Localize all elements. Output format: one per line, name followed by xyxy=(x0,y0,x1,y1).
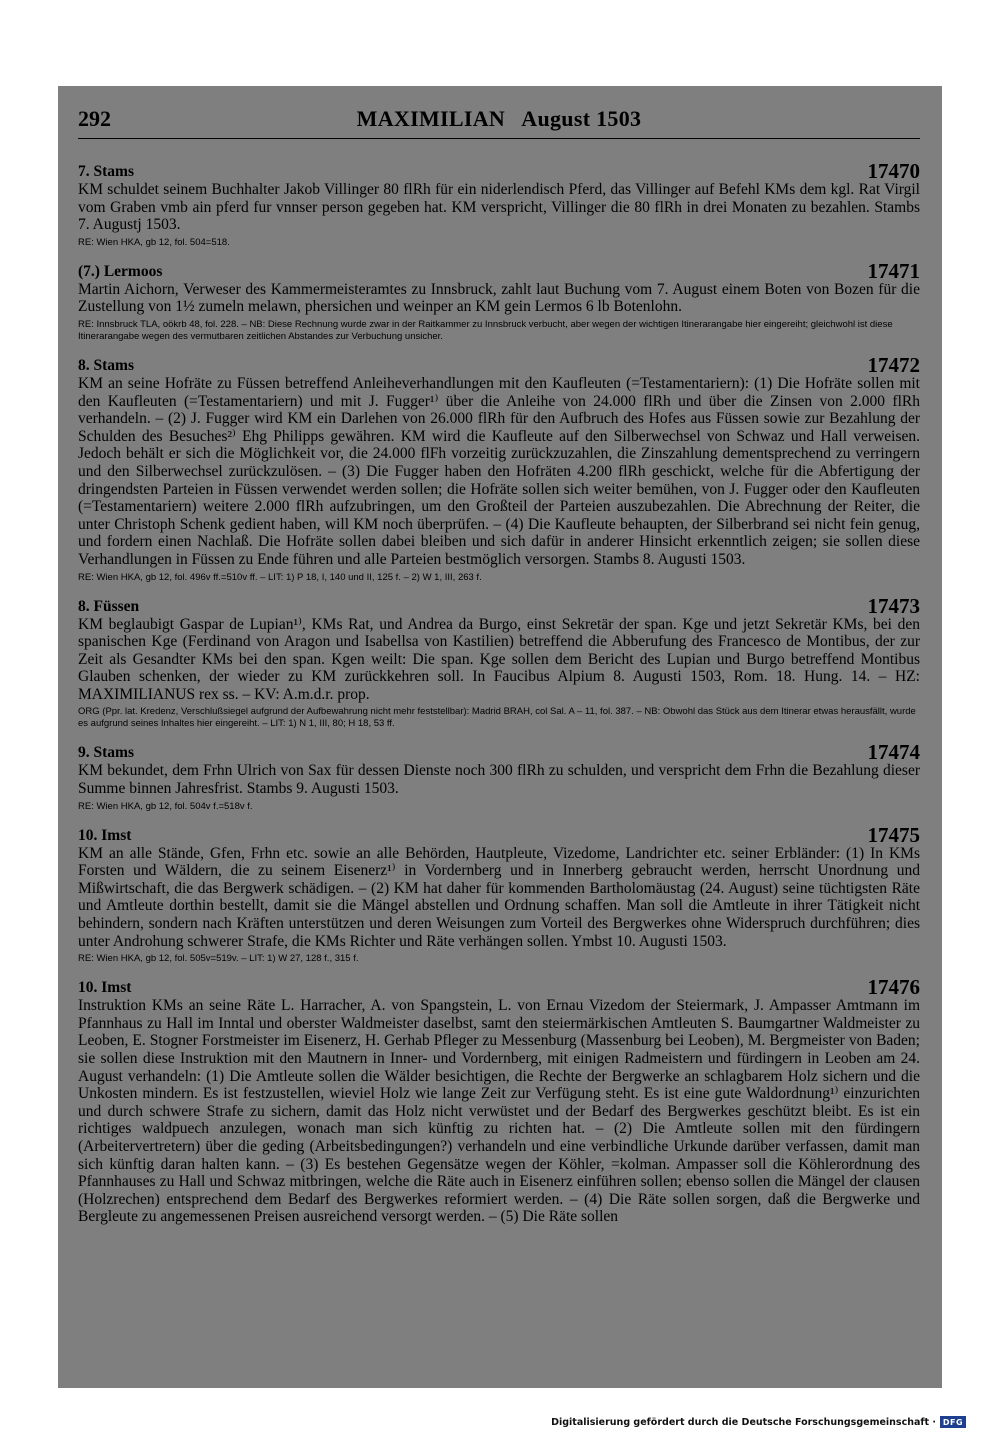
entry-date: 9. Stams xyxy=(78,744,134,762)
entry-number: 17470 xyxy=(867,159,920,183)
entry-note: RE: Wien HKA, gb 12, fol. 505v=519v. – LIT: 1) W 27, 128 f., 315 f. xyxy=(78,953,359,965)
entry-text: KM an seine Hofräte zu Füssen betreffend Anleiheverhandlungen mit den Kaufleuten (=Testamentariern): (1) Die Hofräte sollen mit den Kaufleuten (=Testamentariern) und mit J. Fugger¹⁾ über die Anleihe von 24.000 flRh und über die Zinsen von 2.000 flRh verhandeln. – (2) J. Fugger wird KM ein Darlehen von 26.000 flRh für den Aufbruch des Hofes aus Füssen sowie zur Bezahlung der Schulden des Besuches²⁾ Ehg Philipps gewähren. KM wird die Kaufleute auf den Silberwechsel von Schwaz und Hall verweisen. Jedoch behält er sich die Möglichkeit vor, die 24.000 flFh vorzeitig zurückzuzahlen, die Zinszahlung dementsprechend zu verringern und den Silberwechsel zurückzulösen. – (3) Die Fugger haben den Hofräten 4.200 flRh geschickt, welche für die Abfertigung der dringendsten Parteien in Füssen verwendet werden sollen; die Hofräte sollen sich weiter bemühen, von J. Fugger oder den Kaufleuten (=Testamentariern) weitere 2.000 flRh aufzubringen, um den Großteil der Parteien auszubezahlen. Die Abrechnung der Reiter, die unter Christoph Schenk gedient haben, will KM noch überprüfen. – (4) Die Kaufleute behaupten, der Silberbrand sei nicht fein genug, und fordern einen Nachlaß. Die Hofräte sollen dabei bleiben und sich dafür in anderer Hinsicht erkenntlich zeigen; sie sollen diese Verhandlungen in Füssen zu Ende führen und alle Parteien bestmöglich versorgen. Stambs 8. Augusti 1503. xyxy=(78,374,920,568)
entry-text: KM bekundet, dem Frhn Ulrich von Sax für dessen Dienste noch 300 flRh zu schulden, und verspricht dem Frhn die Bezahlung dieser Summe binnen Jahresfrist. Stambs 9. Augusti 1503. xyxy=(78,762,920,798)
entry-date: (7.) Lermoos xyxy=(78,262,163,280)
entry-heading xyxy=(78,740,920,765)
entry-number: 17476 xyxy=(867,975,920,1000)
entry-text: KM an alle Stände, Gfen, Frhn etc. sowie an alle Behörden, Hautpleute, Vizedome, Landrichter etc. seiner Erbländer: (1) In KMs Forsten und Wäldern, die zu seinem Eisenerz¹⁾ in Vordernberg und in Innerberg gebraucht werden, herrscht Unordnung und Mißwirtschaft, die das Bergwerk schädigen. – (2) KM hat daher für kommenden Bartholomäustag (24. August) seine tüchtigsten Räte und Amtleute dorthin bestellt, damit sie die Mängel abstellen und Ordnung schaffen. Man soll die Amtleute in ihrer Tätigkeit nicht behindern, sondern nach Kräften unterstützen und deren Weisungen zum Vorteil des Bergwerkes ohne Widerspruch durchführen; dies unter Androhung schwerer Strafe, die KMs Richter und Räte verhängen sollen. Ymbst 10. Augusti 1503. xyxy=(78,844,920,950)
entry-note: RE: Innsbruck TLA, oökrb 48, fol. 228. – NB: Diese Rechnung wurde zwar in der Raitkammer zu Innsbruck verbucht, aber wegen der wichtigen Itinerarangabe hier eingereiht; gleichwohl ist diese Itinerarangabe wegen des vermutbaren zeitlichen Abstandes zur Verbuchung unsicher. xyxy=(78,318,893,342)
entry-note: ORG (Ppr. lat. Kredenz, Verschlußsiegel aufgrund der Aufbewahrung nicht mehr feststellbar): Madrid BRAH, col Sal. A – 11, fol. 387. – NB: Obwohl das Stück aus dem Itinerar etwas herausfällt, wurde es aufgrund seines Inhaltes hier eingereiht. – LIT: 1) N 1, III, 80; H 18, 53 ff. xyxy=(78,706,916,730)
entry-date: 7. Stams xyxy=(78,163,134,180)
entry-heading xyxy=(78,258,920,283)
entry-note: RE: Wien HKA, gb 12, fol. 504=518. xyxy=(78,236,230,248)
entry-number: 17471 xyxy=(867,258,920,283)
entry-17476 xyxy=(78,977,920,1226)
entry-note: RE: Wien HKA, gb 12, fol. 504v f.=518v f. xyxy=(78,800,253,812)
entry-text: Instruktion KMs an seine Räte L. Harracher, A. von Spangstein, L. von Ernau Vizedom der Steiermark, J. Ampasser Amtmann im Pfannhaus zu Hall im Inntal und oberster Waldmeister daselbst, samt den steiermärkischen Amtleuten S. Baumgartner Waldmeister zu Leoben, E. Stogner Forstmeister im Eisenerz, H. Gerhab Pfleger zu Messenburg (Massenburg bei Leoben), M. Bergmeister von Baden; sie sollen diese Instruktion mit den Mautnern in Inner- und Vordernberg, mit einigen Radmeistern und fürdingern in Leoben am 24. August verhandeln: (1) Die Amtleute sollen die Wälder besichtigen, die Rechte der Bergwerke an schlagbarem Holz sichern und die Unkosten mindern. Es ist festzustellen, wieviel Holz wie lange Zeit zur Verfügung steht. Es ist eine gute Waldordnung¹⁾ einzurichten und durch schwere Strafe zu sichern, damit das Holz nicht verwüstet und der Bedarf des Bergwerkes geschützt bleibt. Es ist ein richtiges waldpuech anzulegen, wonach man sich künftig zu richten hat. – (2) Die Amtleute sollen mit den fürdingern (Arbeitervertretern) über die geding (Arbeitsbedingungen?) verhandeln und eine verbindliche Urkunde darüber verfassen, damit man sich künftig daran halten kann. – (3) Es bestehen Gegensätze wegen der Köhler, =kolman. Ampasser soll die Köhlerordnung des Pfannhauses zu Hall und Schwaz mitbringen, welche die Räte auch in Eisenerz einführen sollen; ebenso sollen die Mängel der clausen (Holzrechen) entsprechend dem Bedarf des Bergwerkes reformiert werden. – (4) Die Räte sollen sorgen, daß die Bergwerke und Bergleute zu angemessenen Preisen ausreichend versorgt werden. – (5) Die Räte sollen xyxy=(78,997,920,1226)
entry-note: RE: Wien HKA, gb 12, fol. 496v ff.=510v ff. – LIT: 1) P 18, I, 140 und II, 125 f. – 2) W 1, III, 263 f. xyxy=(78,571,482,583)
entry-date: 8. Füssen xyxy=(78,597,140,615)
page-content xyxy=(78,104,920,1238)
entry-heading xyxy=(78,593,920,618)
entry-date: 8. Stams xyxy=(78,356,134,374)
running-head xyxy=(78,104,920,139)
entry-17471 xyxy=(78,258,920,343)
entry-number: 17473 xyxy=(867,593,920,618)
entry-number: 17474 xyxy=(867,740,920,765)
entry-text: KM beglaubigt Gaspar de Lupian¹⁾, KMs Rat, und Andrea da Burgo, einst Sekretär der span. Kge und jetzt Sekretär KMs, bei den spanischen Kge (Ferdinand von Aragon und Isabellsa von Kastilien) betreffend die Abberufung des Francesco de Montibus, der zur Zeit als Gesandter KMs bei den span. Kgen weilt: Die span. Kge sollen dem Bericht des Lupian und Burgo betreffend Montibus Glauben schenken, der wieder zu KM zurückkehren soll. In Faucibus Alpium 8. Augusti 1503, Rom. 18. Hung. 14. – HZ: MAXIMILIANUS rex ss. – KV: A.m.d.r. prop. xyxy=(78,615,920,703)
credit-text: Digitalisierung gefördert durch die Deutsche Forschungsgemeinschaft · xyxy=(551,1416,936,1428)
digitization-credit xyxy=(551,1416,966,1428)
entry-date: 10. Imst xyxy=(78,979,132,997)
entry-number: 17475 xyxy=(867,822,920,847)
entry-heading xyxy=(78,161,920,181)
entry-number: 17472 xyxy=(867,352,920,377)
entry-text: Martin Aichorn, Verweser des Kammermeisteramtes zu Innsbruck, zahlt laut Buchung vom 7. August einem Boten von Bozen für die Zustellung von 1½ zumeln melawn, phersichen und weinper an KM gein Lermos 6 lb Botenlohn. xyxy=(78,280,920,316)
entry-17475 xyxy=(78,822,920,966)
entry-heading xyxy=(78,975,920,1000)
entry-17472 xyxy=(78,352,920,584)
entry-heading xyxy=(78,352,920,377)
page-title: MAXIMILIAN August 1503 xyxy=(356,106,642,131)
entry-date: 10. Imst xyxy=(78,826,132,844)
entry-text: KM schuldet seinem Buchhalter Jakob Villinger 80 flRh für ein niderlendisch Pferd, das Villinger auf Befehl KMs dem kgl. Rat Virgil vom Graben vmb ain pferd fur vnnser person gegeben hat. KM verspricht, Villinger die 80 flRh in drei Monaten zu bezahlen. Stambs 7. Augustj 1503. xyxy=(78,181,920,234)
entry-heading xyxy=(78,822,920,847)
dfg-logo: DFG xyxy=(940,1416,966,1428)
entry-17470 xyxy=(78,161,920,249)
entry-17473 xyxy=(78,593,920,731)
entry-17474 xyxy=(78,742,920,812)
page-number: 292 xyxy=(78,106,111,131)
